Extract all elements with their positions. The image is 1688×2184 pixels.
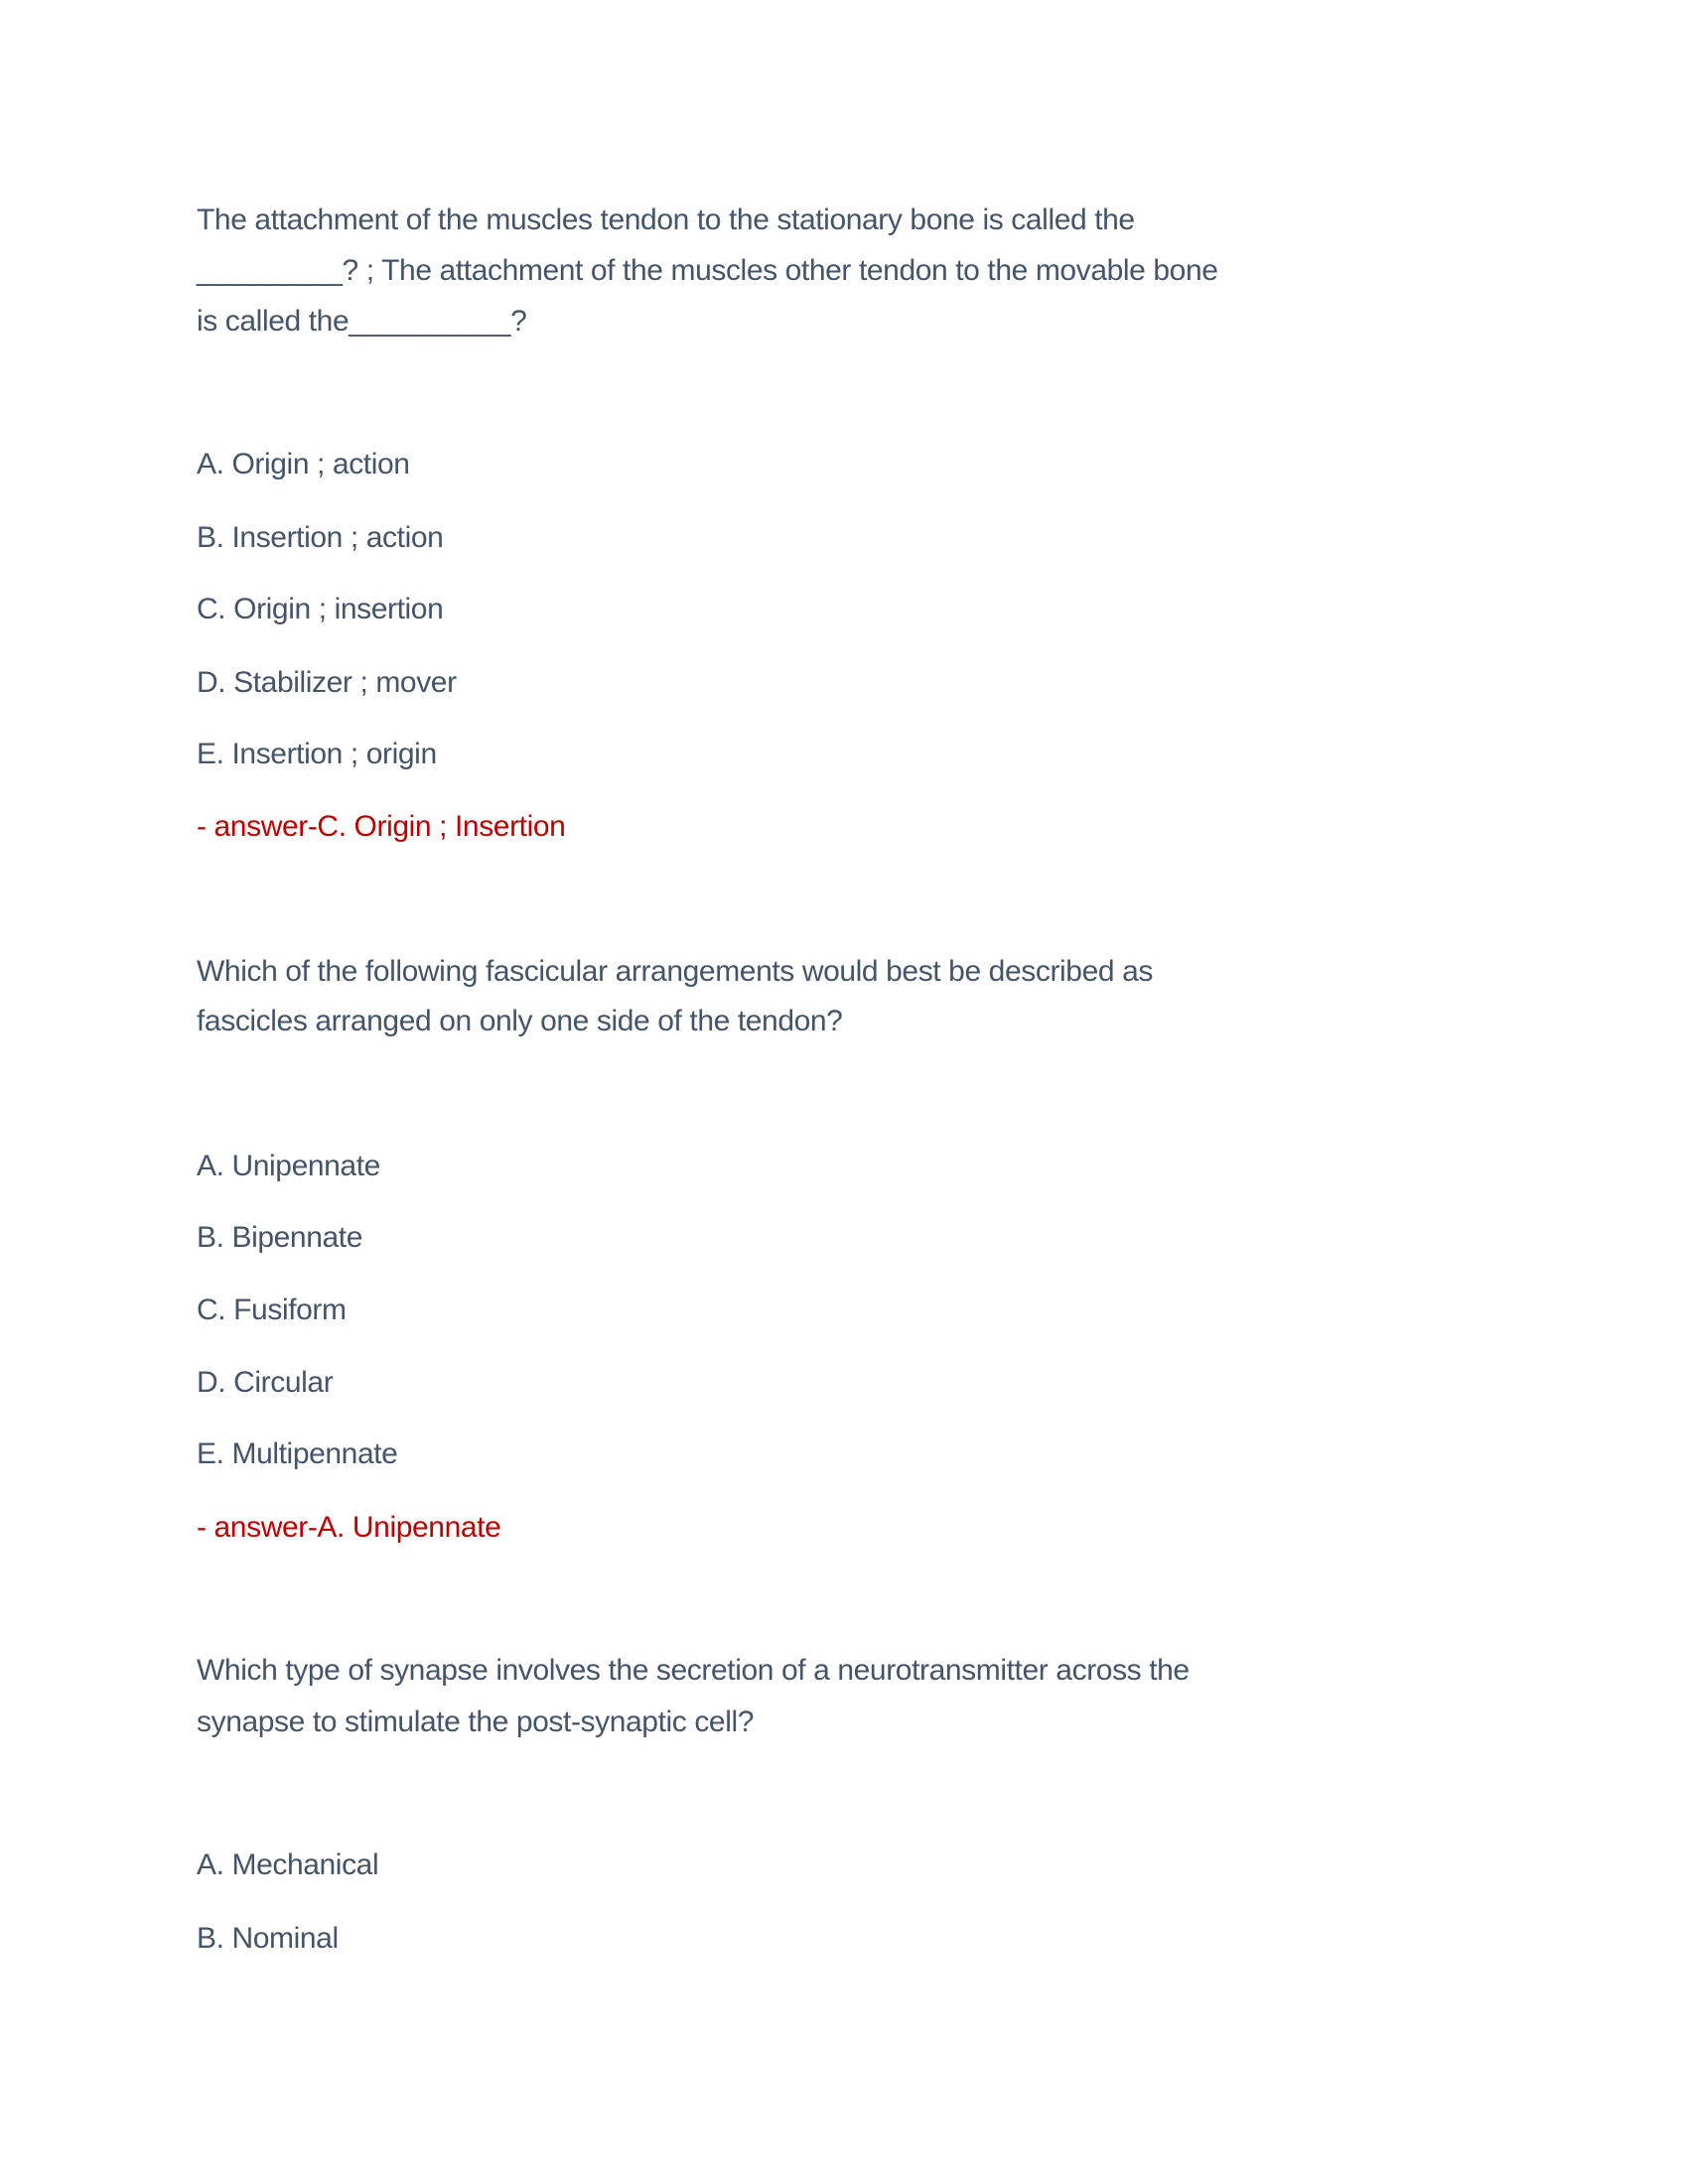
option-a: A. Unipennate <box>197 1150 380 1182</box>
question-text-line: Which type of synapse involves the secretion of a neurotransmitter across the <box>197 1654 1190 1687</box>
option-b: B. Insertion ; action <box>197 521 444 554</box>
question-text-line: synapse to stimulate the post-synaptic cell? <box>197 1706 755 1738</box>
question-text-line: Which of the following fascicular arrangements would best be described as <box>197 955 1153 988</box>
question-text-line: The attachment of the muscles tendon to the stationary bone is called the <box>197 204 1135 236</box>
option-b: B. Nominal <box>197 1922 339 1955</box>
question-text-line: fascicles arranged on only one side of the tendon? <box>197 1005 843 1037</box>
option-e: E. Insertion ; origin <box>197 738 437 770</box>
option-e: E. Multipennate <box>197 1437 398 1470</box>
option-a: A. Origin ; action <box>197 448 410 480</box>
option-c: C. Fusiform <box>197 1294 347 1326</box>
option-c: C. Origin ; insertion <box>197 593 444 625</box>
option-b: B. Bipennate <box>197 1221 362 1254</box>
answer: - answer-A. Unipennate <box>197 1511 501 1544</box>
question-text-line: is called the__________? <box>197 305 527 338</box>
option-d: D. Circular <box>197 1366 334 1399</box>
question-text-line: _________? ; The attachment of the muscles other tendon to the movable bone <box>197 254 1218 287</box>
answer: - answer-C. Origin ; Insertion <box>197 810 566 843</box>
option-d: D. Stabilizer ; mover <box>197 666 457 699</box>
option-a: A. Mechanical <box>197 1848 379 1881</box>
